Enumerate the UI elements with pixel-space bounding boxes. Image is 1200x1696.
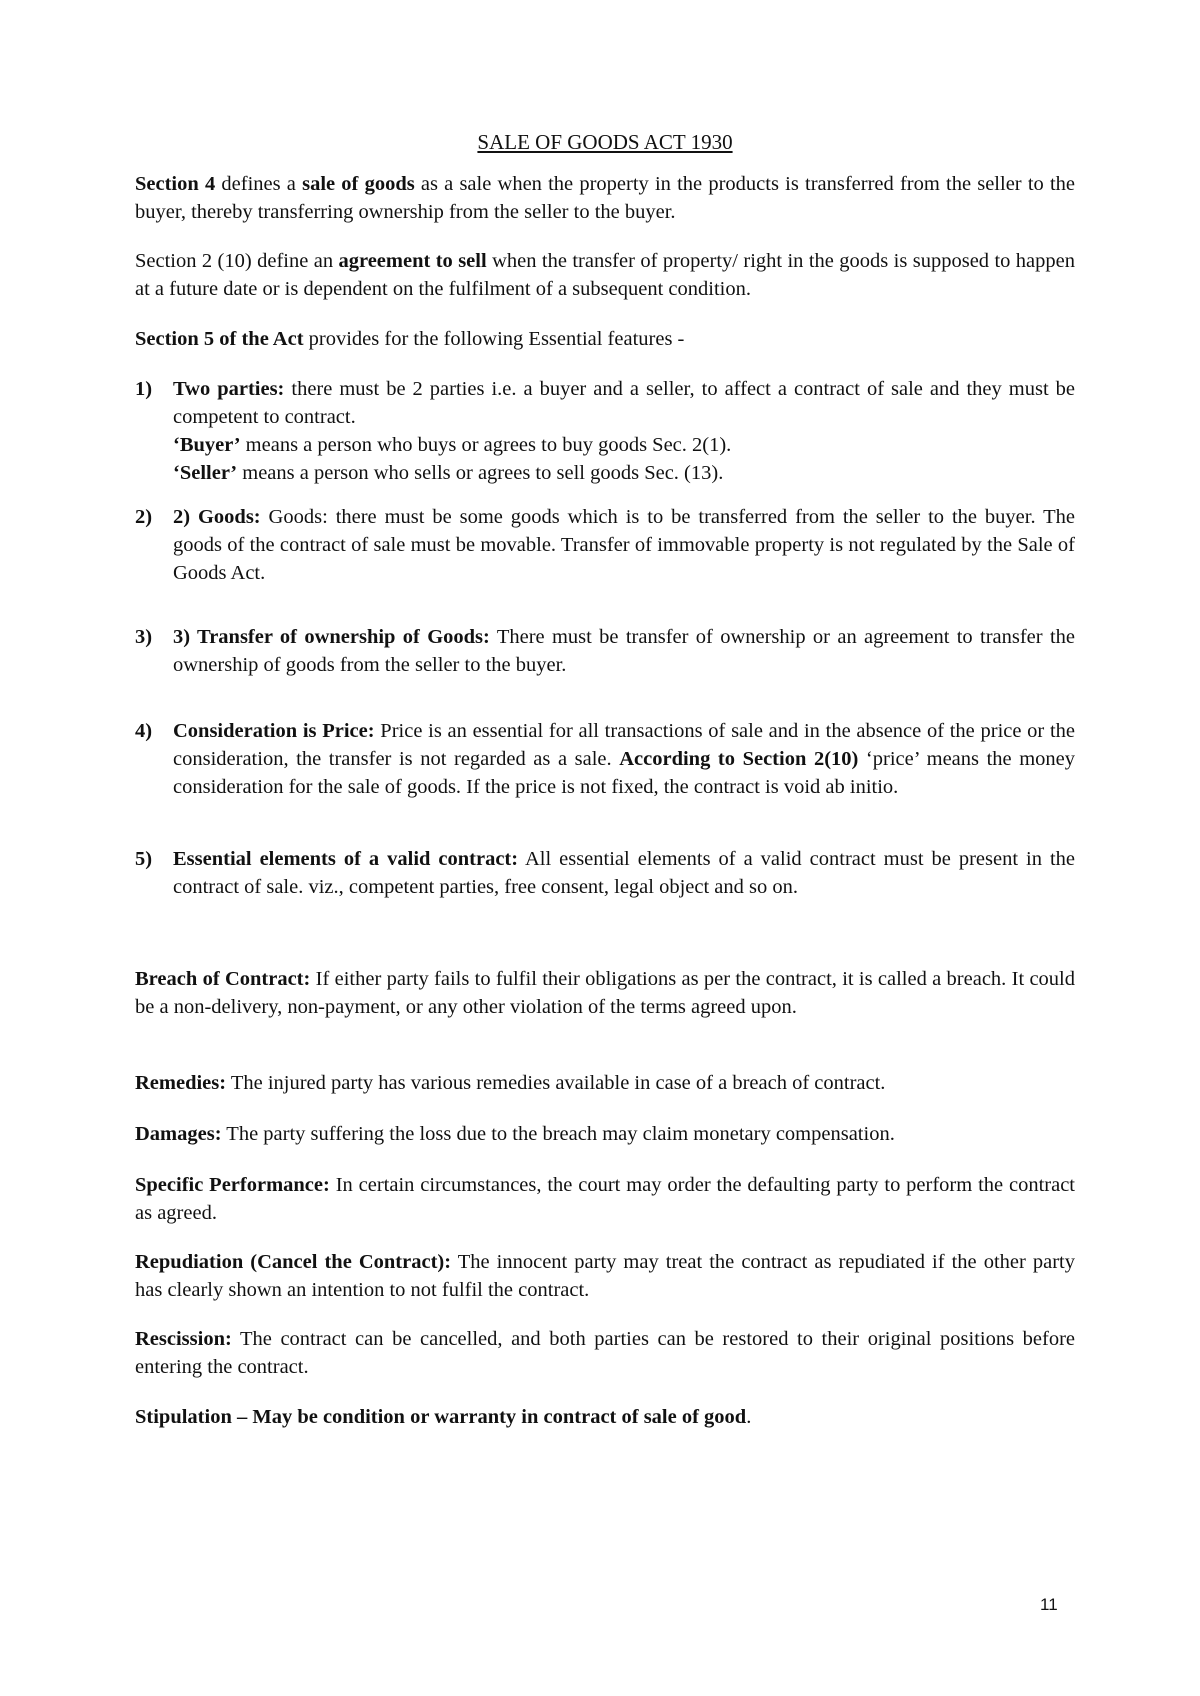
specific-performance-paragraph: Specific Performance: In certain circumstances, the court may order the defaulting party to perform the contract as agreed. — [135, 1174, 1075, 1224]
list-item: 4) Consideration is Price: Price is an essential for all transactions of sale and in the absence of the price or the consideration, the transfer is not regarded as a sale. According to Section 2(10) ‘price’ means the money consideration for the sale of goods. If the price is not fixed, the contract is void ab initio. — [173, 717, 1075, 801]
document-title: SALE OF GOODS ACT 1930 — [477, 130, 733, 154]
remedies-paragraph: Remedies: The injured party has various remedies available in case of a breach of contract. — [135, 1072, 886, 1094]
list-number: 5) — [135, 848, 153, 870]
list-number: 2) — [135, 506, 153, 528]
list-number: 1) — [135, 378, 153, 400]
rescission-paragraph: Rescission: The contract can be cancelled, and both parties can be restored to their original positions before entering the contract. — [135, 1328, 1075, 1378]
damages-paragraph: Damages: The party suffering the loss due to the breach may claim monetary compensation. — [135, 1123, 895, 1145]
list-item: 3) 3) Transfer of ownership of Goods: There must be transfer of ownership or an agreement to transfer the ownership of goods from the seller to the buyer. — [173, 623, 1075, 679]
breach-paragraph: Breach of Contract: If either party fails to fulfil their obligations as per the contract, it is called a breach. It could be a non-delivery, non-payment, or any other violation of the terms agreed upon. — [135, 968, 1075, 1018]
list-number: 3) — [135, 626, 153, 648]
stipulation-paragraph: Stipulation – May be condition or warranty in contract of sale of good. — [135, 1406, 752, 1428]
repudiation-paragraph: Repudiation (Cancel the Contract): The innocent party may treat the contract as repudiated if the other party has clearly shown an intention to not fulfil the contract. — [135, 1251, 1075, 1301]
list-item: 5) Essential elements of a valid contract: All essential elements of a valid contract must be present in the contract of sale. viz., competent parties, free consent, legal object and so on. — [173, 845, 1075, 901]
list-item: 1) Two parties: there must be 2 parties i.e. a buyer and a seller, to affect a contract of sale and they must be competent to contract. ‘Buyer’ means a person who buys or agrees to buy goods Sec. 2(1). ‘Seller’ means a person who sells or agrees to sell goods Sec. (13). — [173, 375, 1075, 487]
list-number: 4) — [135, 720, 153, 742]
page-number: 11 — [1040, 1595, 1058, 1614]
list-item: 2) 2) Goods: Goods: there must be some goods which is to be transferred from the seller to the buyer. The goods of the contract of sale must be movable. Transfer of immovable property is not regulated by the Sale of Goods Act. — [173, 503, 1075, 587]
section-2-paragraph: Section 2 (10) define an agreement to sell when the transfer of property/ right in the goods is supposed to happen at a future date or is dependent on the fulfilment of a subsequent condition. — [135, 250, 1075, 300]
section-4-paragraph: Section 4 defines a sale of goods as a sale when the property in the products is transferred from the seller to the buyer, thereby transferring ownership from the seller to the buyer. — [135, 173, 1075, 223]
section-5-paragraph: Section 5 of the Act provides for the following Essential features - — [135, 328, 685, 350]
